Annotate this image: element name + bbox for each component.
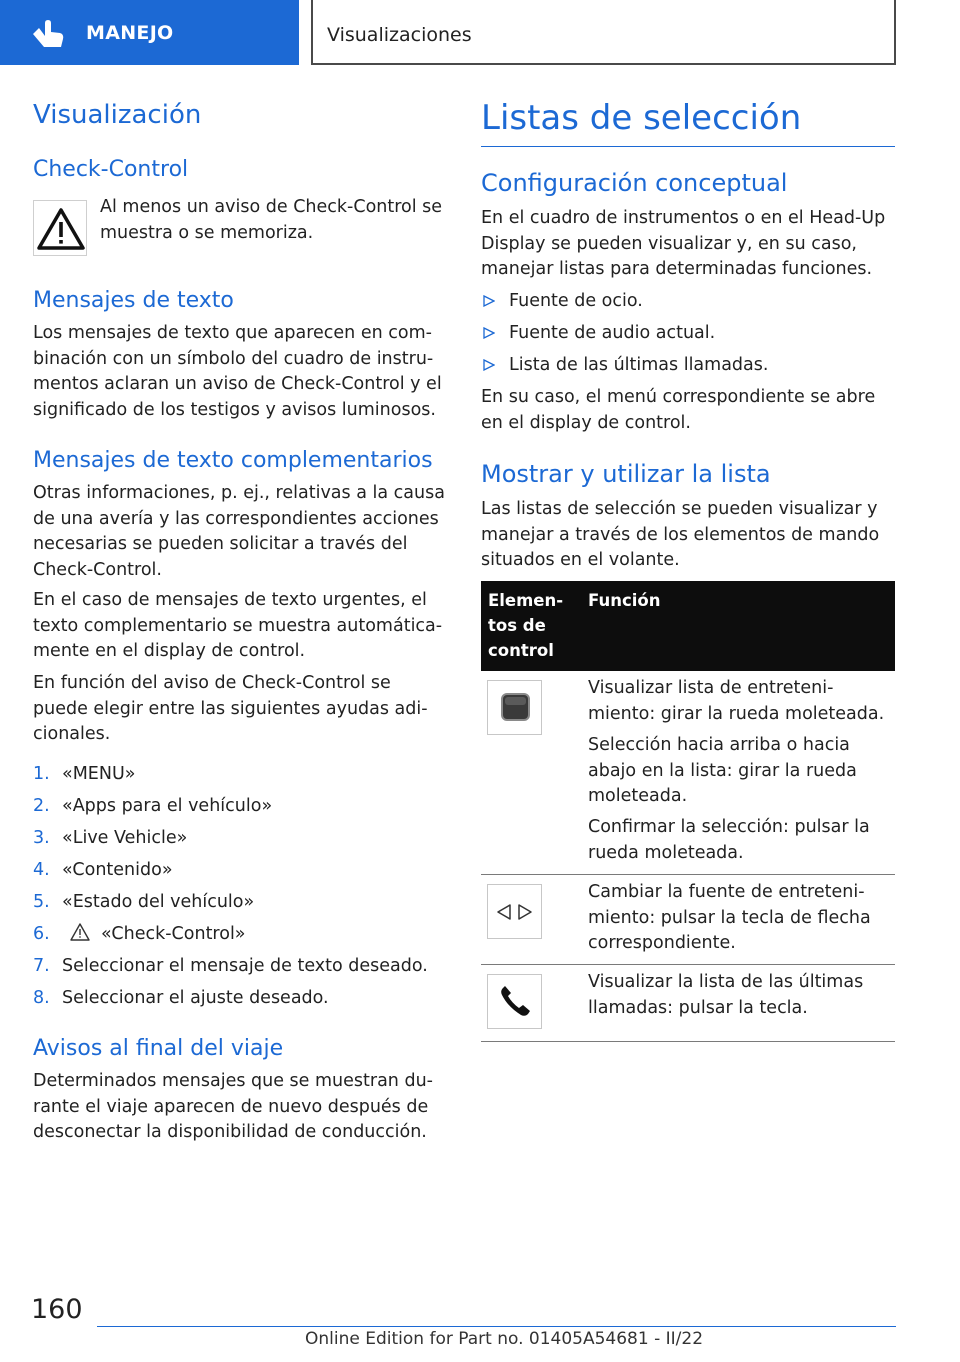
- table-row-divider: [481, 964, 895, 965]
- avisos-text: Determinados mensajes que se muestran durante el viaje aparecen de nuevo después de desconectar la disponibilidad de conducción.: [33, 1071, 433, 1142]
- mensajes-text: Los mensajes de texto que aparecen en combinación con un símbolo del cuadro de instrumentos aclaran un aviso de Check-Control y el significado de los testigos y avisos luminosos.: [33, 323, 442, 420]
- edition-footer: Online Edition for Part no. 01405A54681 - II/22: [305, 1329, 704, 1349]
- warning-triangle-icon: [69, 922, 91, 942]
- config-bullets: [481, 285, 768, 381]
- arrow-keys-icon-box: [487, 884, 542, 939]
- complementarios-p2: En el caso de mensajes de texto urgentes, el texto complementario se muestra automáticamente en el display de control.: [33, 590, 443, 661]
- table-row-divider: [481, 874, 895, 875]
- mostrar-heading: Mostrar y utilizar la lista: [481, 460, 771, 488]
- table-row-1-line-3: Confirmar la selección: pulsar la rueda moleteada.: [588, 817, 870, 863]
- complementarios-p3: En función del aviso de Check-Control se puede elegir entre las siguientes ayudas adicionales.: [33, 673, 428, 744]
- table-row-3-line-1: Visualizar la lista de las últimas llamadas: pulsar la tecla.: [588, 972, 864, 1018]
- phone-icon-box: [487, 974, 542, 1029]
- list-item: 6. «Check-Control»: [33, 924, 246, 944]
- list-item: Fuente de ocio.: [481, 285, 768, 317]
- steps-list: [33, 758, 428, 1014]
- section-title: Visualizaciones: [327, 24, 472, 46]
- chapter-title: MANEJO: [86, 22, 174, 44]
- complementarios-p1: Otras informaciones, p. ej., relativas a la causa de una avería y las correspondientes acciones necesarias se pueden solicitar a través del Check-Control.: [33, 483, 445, 580]
- section-main-title: Listas de selección: [481, 98, 802, 138]
- table-header-controls: Elementos de control: [488, 591, 564, 660]
- phone-icon: [488, 975, 541, 1028]
- list-item: 7. Seleccionar el mensaje de texto deseado.: [33, 956, 428, 976]
- hand-icon: [30, 18, 66, 50]
- mensajes-heading: Mensajes de texto: [33, 288, 234, 313]
- bullet-triangle-icon: [483, 359, 495, 371]
- list-item: 2. «Apps para el vehículo»: [33, 796, 273, 816]
- table-row-1-line-1: Visualizar lista de entretenimiento: girar la rueda moleteada.: [588, 678, 885, 724]
- page-number: 160: [31, 1294, 83, 1325]
- list-item: 1. «MENU»: [33, 764, 136, 784]
- list-item: 3. «Live Vehicle»: [33, 828, 188, 848]
- list-item: 8. Seleccionar el ajuste deseado.: [33, 988, 329, 1008]
- page-title: Visualización: [33, 100, 202, 130]
- warning-triangle-icon: [34, 201, 88, 257]
- thumbwheel-icon-box: [487, 680, 542, 735]
- avisos-heading: Avisos al final del viaje: [33, 1036, 284, 1061]
- table-header-function: Función: [588, 591, 661, 610]
- bullet-triangle-icon: [483, 295, 495, 307]
- checkcontrol-text: Al menos un aviso de Check-Control se muestra o se memoriza.: [100, 197, 443, 243]
- list-item: 4. «Contenido»: [33, 860, 173, 880]
- table-row-2-line-1: Cambiar la fuente de entretenimiento: pulsar la tecla de flecha correspondiente.: [588, 882, 871, 953]
- config-text: En el cuadro de instrumentos o en el Head-Up Display se pueden visualizar y, en su caso, manejar listas para determinadas funciones.: [481, 208, 886, 279]
- chapter-tab[interactable]: [0, 0, 299, 65]
- table-row-1-line-2: Selección hacia arriba o hacia abajo en la lista: girar la rueda moleteada.: [588, 735, 857, 806]
- list-item: Fuente de audio actual.: [481, 317, 768, 349]
- mostrar-text: Las listas de selección se pueden visualizar y manejar a través de los elementos de mando situados en el volante.: [481, 499, 880, 570]
- bullet-triangle-icon: [483, 327, 495, 339]
- warning-symbol-box: [33, 200, 87, 256]
- footer-divider: [97, 1326, 896, 1327]
- config-heading: Configuración conceptual: [481, 169, 788, 197]
- list-item: 5. «Estado del vehículo»: [33, 892, 255, 912]
- config-after-text: En su caso, el menú correspondiente se abre en el display de control.: [481, 387, 876, 433]
- arrow-keys-icon: [488, 885, 541, 938]
- section-tab[interactable]: [311, 0, 896, 65]
- list-item: Lista de las últimas llamadas.: [481, 349, 768, 381]
- title-divider: [481, 146, 895, 147]
- table-header: [481, 581, 895, 671]
- table-bottom-divider: [481, 1041, 895, 1042]
- complementarios-heading: Mensajes de texto complementarios: [33, 448, 433, 473]
- thumbwheel-icon: [488, 681, 541, 734]
- checkcontrol-heading: Check-Control: [33, 157, 189, 182]
